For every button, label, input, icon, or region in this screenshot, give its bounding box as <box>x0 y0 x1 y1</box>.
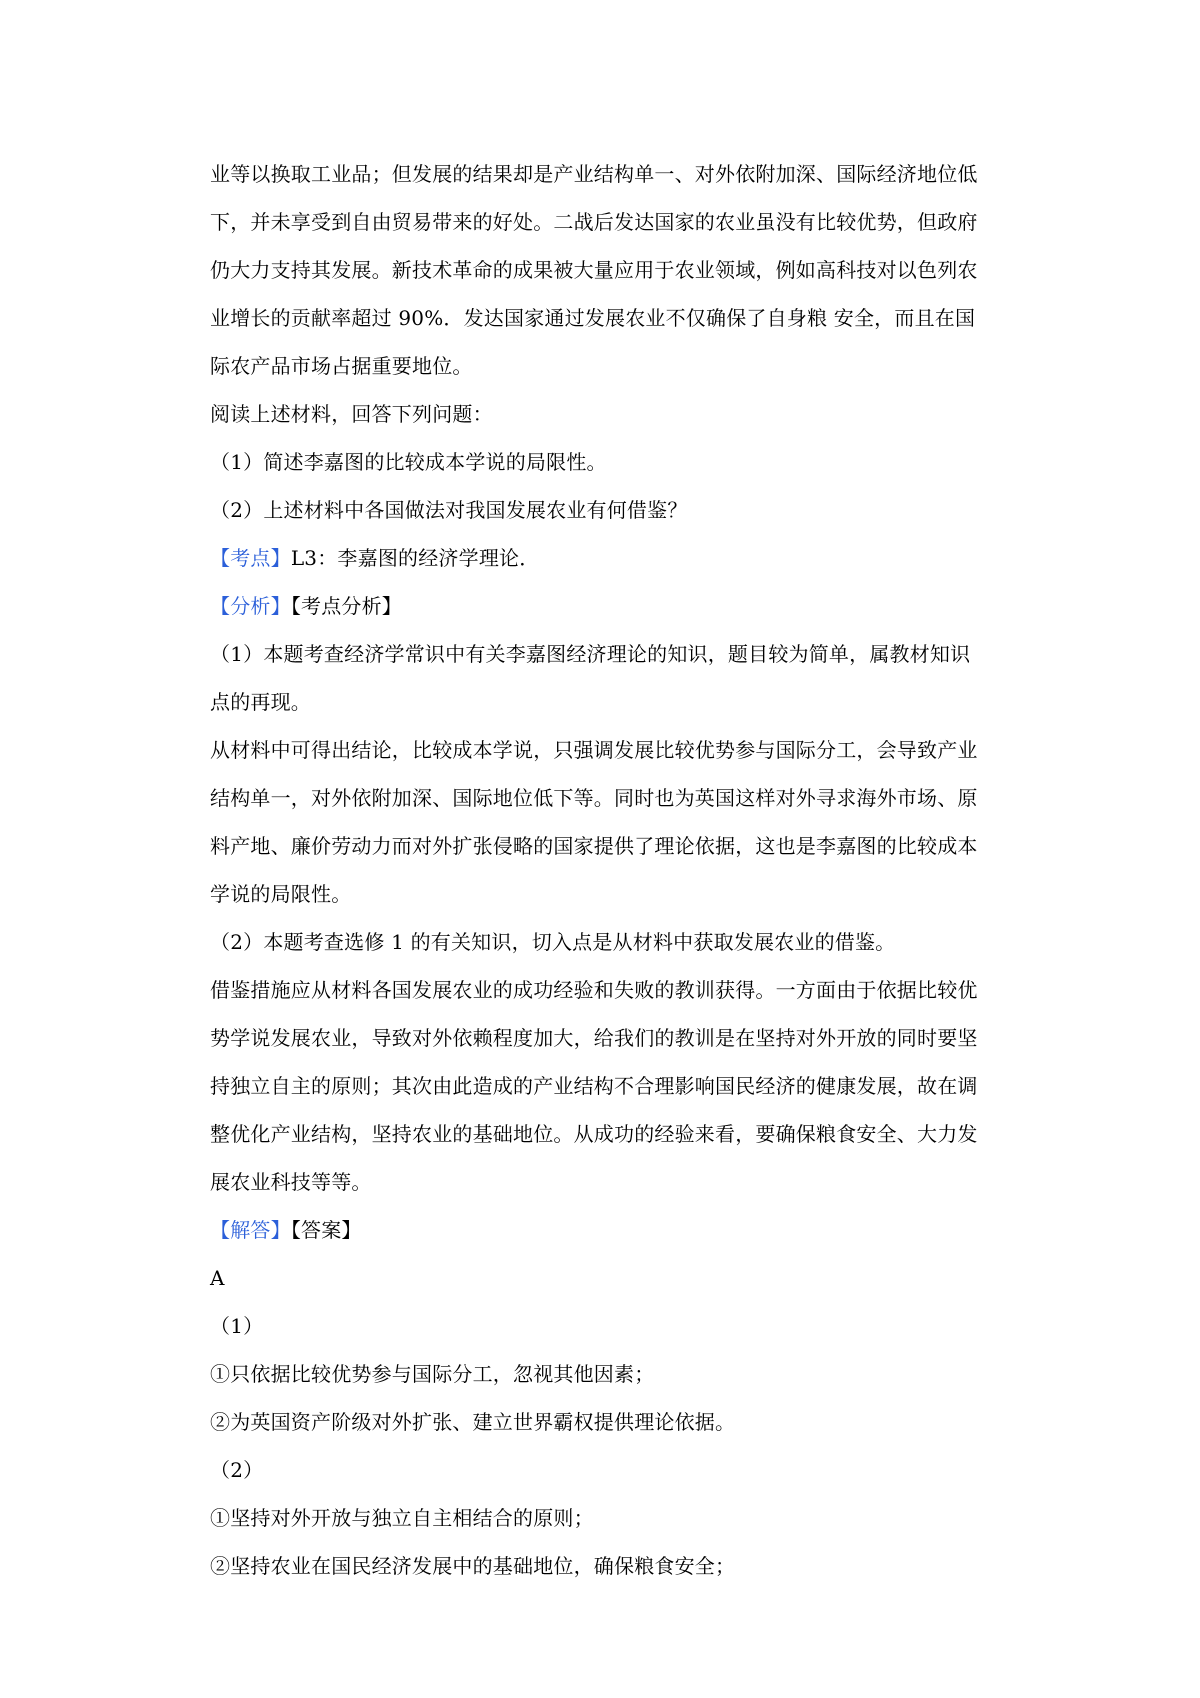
material-line: 下，并未享受到自由贸易带来的好处。二战后发达国家的农业虽没有比较优势，但政府 <box>210 210 978 234</box>
analysis-line: 点的再现。 <box>210 690 311 714</box>
analysis-line: 从材料中可得出结论，比较成本学说，只强调发展比较优势参与国际分工，会导致产业 <box>210 738 978 762</box>
answer-line: ①只依据比较优势参与国际分工，忽视其他因素； <box>210 1362 655 1386</box>
question-1: （1）简述李嘉图的比较成本学说的局限性。 <box>210 450 607 474</box>
fenxi-line <box>210 582 1025 630</box>
analysis-line: 料产地、廉价劳动力而对外扩张侵略的国家提供了理论依据，这也是李嘉图的比较成本 <box>210 834 978 858</box>
analysis-line: 持独立自主的原则；其次由此造成的产业结构不合理影响国民经济的健康发展，故在调 <box>210 1074 978 1098</box>
analysis-line: 借鉴措施应从材料各国发展农业的成功经验和失败的教训获得。一方面由于依据比较优 <box>210 978 978 1002</box>
material-line: 际农产品市场占据重要地位。 <box>210 354 473 378</box>
answer-line: （1） <box>210 1314 264 1338</box>
material-line: 业增长的贡献率超过 90%．发达国家通过发展农业不仅确保了自身粮 安全，而且在国 <box>210 306 976 330</box>
answer-line: ②为英国资产阶级对外扩张、建立世界霸权提供理论依据。 <box>210 1410 736 1434</box>
question-2: （2）上述材料中各国做法对我国发展农业有何借鉴？ <box>210 498 688 522</box>
answer-line: A <box>210 1266 225 1290</box>
fenxi-tag: 【分析】 <box>210 594 291 618</box>
fenxi-text: 【考点分析】 <box>290 594 403 618</box>
jieda-line <box>210 1206 1025 1254</box>
analysis-line: （2）本题考查选修 1 的有关知识，切入点是从材料中获取发展农业的借鉴。 <box>210 930 896 954</box>
jieda-tag: 【解答】 <box>210 1218 291 1242</box>
kaodian-tag: 【考点】 <box>210 546 291 570</box>
answer-line: （2） <box>210 1458 264 1482</box>
instruction-line: 阅读上述材料，回答下列问题： <box>210 402 493 426</box>
analysis-line: 结构单一，对外依附加深、国际地位低下等。同时也为英国这样对外寻求海外市场、原 <box>210 786 978 810</box>
analysis-line: 展农业科技等等。 <box>210 1170 372 1194</box>
analysis-line: 整优化产业结构，坚持农业的基础地位。从成功的经验来看，要确保粮食安全、大力发 <box>210 1122 978 1146</box>
answer-line: ②坚持农业在国民经济发展中的基础地位，确保粮食安全； <box>210 1554 736 1578</box>
answer-line: ①坚持对外开放与独立自主相结合的原则； <box>210 1506 594 1530</box>
document-body <box>210 150 1025 1590</box>
material-line: 业等以换取工业品；但发展的结果却是产业结构单一、对外依附加深、国际经济地位低 <box>210 162 978 186</box>
kaodian-text: L3：李嘉图的经济学理论． <box>290 546 540 570</box>
analysis-line: 势学说发展农业，导致对外依赖程度加大，给我们的教训是在坚持对外开放的同时要坚 <box>210 1026 978 1050</box>
analysis-line: 学说的局限性。 <box>210 882 352 906</box>
analysis-line: （1）本题考查经济学常识中有关李嘉图经济理论的知识，题目较为简单，属教材知识 <box>210 642 971 666</box>
jieda-text: 【答案】 <box>290 1218 362 1242</box>
material-line: 仍大力支持其发展。新技术革命的成果被大量应用于农业领域，例如高科技对以色列农 <box>210 258 978 282</box>
kaodian-line <box>210 534 1025 582</box>
